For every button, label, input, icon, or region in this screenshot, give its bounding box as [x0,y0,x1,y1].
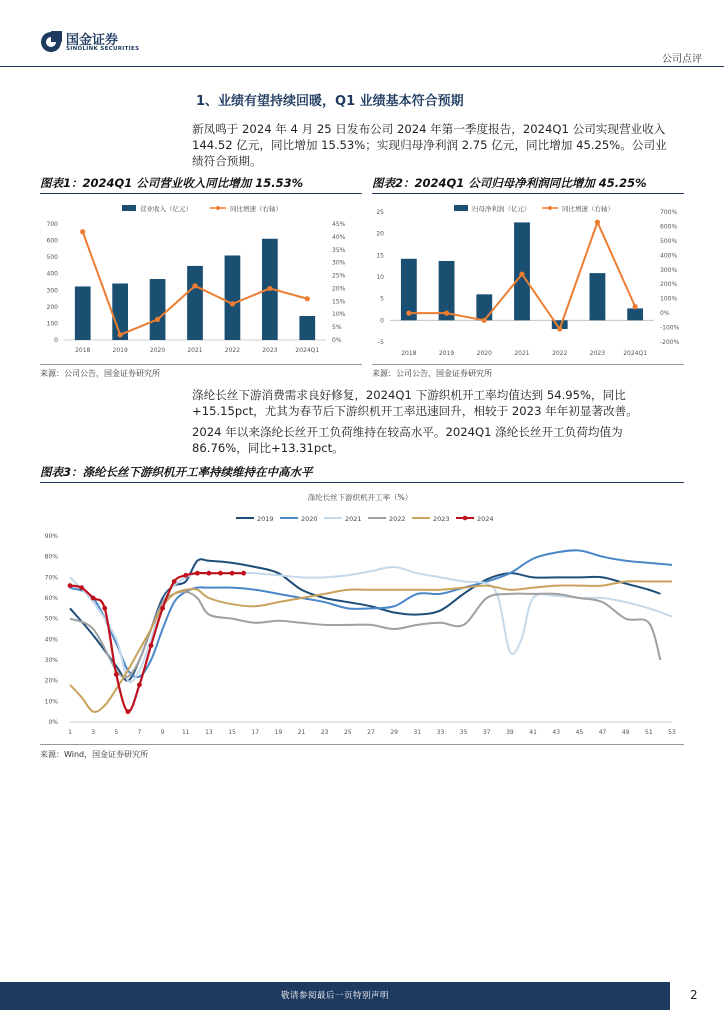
legend-label-2023: 2023 [433,515,450,523]
legend-bar-swatch [454,205,468,211]
legend-marker-2024 [463,516,468,521]
legend-label-2024: 2024 [477,515,494,523]
p2-line2: +15.15pct，尤其为春节后下游织机开工率迅速回升，相较于 2023 年年初显著改善。 [192,404,638,418]
growth-point-2018 [406,311,411,316]
fig3-source: 来源：Wind，国金证券研究所 [40,750,149,759]
growth-point-2024Q1 [633,304,638,309]
y-left-tick: 10 [376,274,384,281]
y-tick: 10% [44,698,58,706]
point-2024 [172,579,177,584]
y-left-tick: 100 [46,320,58,328]
y-tick: 30% [44,657,58,664]
paragraph-2 [192,387,702,419]
x-tick: 49 [621,729,630,736]
x-tick-2024Q1: 2024Q1 [623,350,648,357]
y-tick: 90% [44,533,58,540]
growth-point-2023 [267,286,272,291]
y-tick: 70% [44,574,58,582]
x-tick: 31 [413,729,422,736]
y-tick: 60% [44,595,58,602]
legend-bar-label: 营业收入（亿元） [140,205,192,213]
point-2024 [137,682,142,687]
y-right-tick: 25% [332,272,346,280]
paragraph-1 [192,121,702,169]
logo-text-cn: 国金证券 [66,33,119,48]
y-right-tick: 45% [332,221,346,228]
point-2024 [79,585,84,590]
revenue-chart [40,196,362,362]
growth-point-2019 [118,332,123,337]
p3-line2: 86.76%，同比+13.31pct。 [192,441,344,455]
x-tick-2021: 2021 [514,350,530,357]
bar-2021 [514,222,530,320]
legend-label-2020: 2020 [301,515,318,523]
y-right-tick: 100% [660,295,678,303]
growth-point-2019 [444,311,449,316]
x-tick-2018: 2018 [75,347,91,354]
x-tick: 23 [320,729,329,736]
point-2024 [218,571,223,576]
sinolink-logo-icon [40,31,62,53]
p2-line1: 涤纶长丝下游消费需求良好修复，2024Q1 下游织机开工率均值达到 54.95%，同比 [192,388,626,402]
growth-point-2021 [519,272,524,277]
x-tick: 37 [482,729,491,736]
legend-line-label: 同比增速（右轴） [230,205,282,213]
y-left-tick: 400 [46,270,58,278]
y-right-tick: 15% [332,298,346,306]
x-tick-2022: 2022 [552,350,568,357]
x-tick-2024Q1: 2024Q1 [295,347,320,354]
x-tick: 41 [529,729,537,736]
x-tick: 13 [205,729,213,736]
x-tick: 5 [114,729,119,736]
legend-bar-label: 归母净利润（亿元） [472,205,531,213]
y-tick: 50% [44,615,58,623]
y-left-tick: 0 [54,337,58,344]
point-2024 [160,606,165,611]
x-tick-2020: 2020 [476,350,492,357]
y-left-tick: 25 [376,209,384,216]
y-right-tick: -100% [660,324,680,332]
fig1-title-rule [40,193,362,194]
section-title: 1、业绩有望持续回暖，Q1 业绩基本符合预期 [196,94,464,109]
x-tick: 47 [598,729,607,736]
y-right-tick: 700% [660,209,678,216]
y-right-tick: 0% [332,337,342,344]
paragraph-3 [192,424,702,456]
footer-disclaimer: 敬请参阅最后一页特别声明 [280,991,389,1001]
growth-point-2021 [192,283,197,288]
x-tick-2023: 2023 [262,347,278,354]
logo [40,30,150,54]
point-2024 [241,571,246,576]
growth-point-2020 [482,318,487,323]
y-left-tick: 500 [46,254,58,262]
y-left-tick: 20 [376,230,384,238]
y-right-tick: 300% [660,266,678,274]
legend-label-2019: 2019 [257,515,274,523]
fig2-source: 来源：公司公告，国金证券研究所 [372,369,492,378]
x-tick: 27 [367,729,375,736]
chart3-title: 涤纶长丝下游织机开工率（%） [307,493,413,502]
legend-line-marker [216,206,220,210]
point-2024 [230,571,235,576]
x-tick-2018: 2018 [401,350,417,357]
growth-point-2018 [80,229,85,234]
x-tick-2022: 2022 [224,347,241,354]
y-left-tick: 15 [376,252,384,260]
fig1-source: 来源：公司公告，国金证券研究所 [40,369,160,378]
growth-point-2022 [557,326,562,331]
x-tick: 35 [459,729,468,736]
y-right-tick: 20% [332,285,346,293]
x-tick: 25 [344,729,352,736]
p1-line2: 144.52 亿元，同比增加 15.53%；实现归母净利润 2.75 亿元，同比增加 45.25%。公司业 [192,138,667,152]
net-profit-chart [372,196,692,362]
y-right-tick: 10% [332,311,346,319]
x-tick: 53 [668,729,676,736]
x-tick-2023: 2023 [589,350,606,357]
point-2024 [183,573,188,578]
fig2-bottom-rule [372,364,684,365]
y-right-tick: 5% [332,324,342,332]
x-tick: 15 [228,729,236,736]
y-right-tick: 500% [660,237,678,245]
fig3-title-rule [40,482,684,483]
growth-point-2024Q1 [305,296,310,301]
y-left-tick: 5 [380,295,384,303]
bar-2018 [75,286,91,340]
x-tick: 21 [297,729,306,736]
fig3-title: 图表3：涤纶长丝下游织机开工率持续维持在中高水平 [40,465,313,479]
bar-2022 [225,255,241,340]
x-tick: 1 [68,729,72,736]
logo-text-en: SINOLINK SECURITIES [66,46,140,52]
bar-2020 [476,294,492,320]
legend-line-marker [548,206,552,210]
point-2024 [149,643,154,648]
x-tick: 33 [436,729,445,736]
bar-2024Q1 [627,308,643,320]
x-tick: 17 [251,729,260,736]
x-tick: 19 [274,729,283,736]
growth-point-2020 [155,317,160,322]
p1-line3: 绩符合预期。 [192,154,262,168]
y-right-tick: 30% [332,259,346,267]
p1-line1: 新凤鸣于 2024 年 4 月 25 日发布公司 2024 年第一季度报告，2024Q1 公司实现营业收入 [192,122,666,136]
point-2024 [102,606,107,611]
y-tick: 0% [48,719,58,726]
y-right-tick: 600% [660,223,678,231]
footer [0,982,724,1010]
legend-label-2021: 2021 [345,515,362,523]
x-tick: 29 [390,729,398,736]
growth-point-2022 [230,301,235,306]
x-tick: 43 [552,729,561,736]
x-tick-2019: 2019 [112,347,128,354]
legend-line-label: 同比增速（右轴） [562,205,614,213]
legend-bar-swatch [122,205,136,211]
y-left-tick: 700 [46,221,58,228]
x-tick: 11 [181,729,190,736]
doc-type: 公司点评 [662,54,702,65]
x-tick-2021: 2021 [187,347,203,354]
growth-point-2023 [595,220,600,225]
page-number: 2 [690,988,698,1002]
fig1-bottom-rule [40,364,362,365]
bar-2021 [187,266,203,340]
y-right-tick: 400% [660,252,678,260]
point-2024 [195,571,200,576]
x-tick: 51 [645,729,653,736]
point-2024 [91,596,96,601]
fig2-title: 图表2：2024Q1 公司归母净利润同比增加 45.25% [372,176,647,190]
fig1-title: 图表1：2024Q1 公司营业收入同比增加 15.53% [40,176,304,190]
p3-line1: 2024 年以来涤纶长丝开工负荷维持在较高水平。2024Q1 涤纶长丝开工负荷均值为 [192,425,623,439]
y-tick: 80% [44,553,58,561]
loom-operating-rate-chart [40,486,684,742]
y-right-tick: -200% [660,339,680,346]
legend-label-2022: 2022 [389,515,406,523]
x-tick: 9 [160,729,165,736]
point-2024 [207,571,212,576]
y-right-tick: 200% [660,281,678,289]
x-tick: 39 [506,729,514,736]
y-right-tick: 0% [660,310,670,318]
fig2-title-rule [372,193,684,194]
x-tick: 7 [137,729,142,736]
x-tick: 45 [575,729,584,736]
y-left-tick: 600 [46,237,58,245]
point-2024 [68,583,73,588]
x-tick: 3 [91,729,96,736]
point-2024 [114,672,119,677]
y-right-tick: 40% [332,233,346,241]
header-rule [0,66,724,67]
bar-2020 [150,279,166,340]
x-tick-2020: 2020 [149,347,166,354]
bar-2024Q1 [299,316,315,340]
y-left-tick: 0 [380,317,384,325]
fig3-bottom-rule [40,744,684,745]
y-left-tick: 200 [46,303,58,311]
y-tick: 20% [44,677,58,685]
y-left-tick: 300 [46,287,58,295]
y-tick: 40% [44,636,58,644]
y-right-tick: 35% [332,246,346,254]
y-left-tick: -5 [378,339,384,346]
x-tick-2019: 2019 [438,350,455,357]
bar-2023 [590,273,606,320]
point-2024 [125,709,130,714]
